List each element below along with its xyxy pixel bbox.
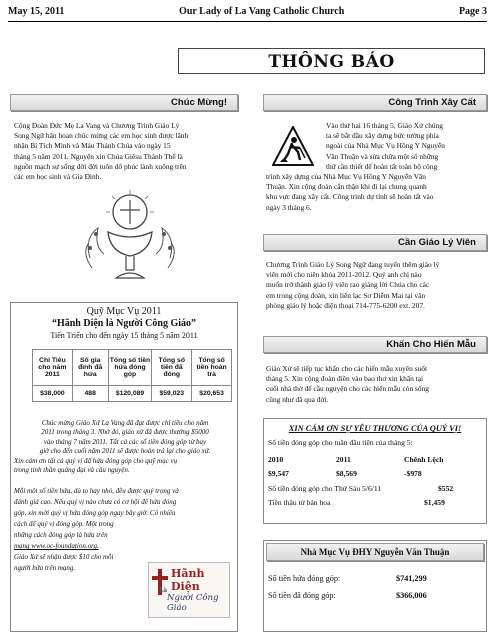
- congrats-line: tháng 5 năm 2011. Nguyện xin Chúa Giêsu Thánh Thể là: [14, 151, 183, 161]
- fund-note-line: Chúc mừng Giáo Xứ La Vang đã đạt được chỉ tiêu cho năm: [41, 419, 209, 427]
- fund-header-cell: Tổng số tiền đã đóng: [152, 350, 192, 386]
- fund-note-line: 2011 trong tháng 3. Nhờ đó, giáo xứ đã được thưởng $5000: [41, 428, 209, 437]
- fund-note-line: trong tinh thần quảng đại và cầu nguyện.: [14, 466, 130, 475]
- thanks-title: XIN CÁM ƠN SỰ YÊU THƯƠNG CỦA QUÝ VỊ!: [288, 424, 462, 433]
- page-header: [8, 6, 487, 22]
- pledged-label: Số tiền hứa đóng góp:: [268, 574, 341, 583]
- fund-stats-table: [32, 349, 232, 402]
- pastoral-center-heading: Nhà Mục Vụ ĐHY Nguyễn Văn Thuận: [266, 543, 484, 561]
- fund-header-cell: Tổng số tiền hứa đóng góp: [108, 350, 152, 386]
- friday-row: [268, 484, 478, 493]
- issue-date: May 15, 2011: [8, 6, 65, 17]
- construction-worker-icon: [272, 126, 314, 166]
- fund-note-line: Xin cám ơn tất cả quý vị đã hứa đóng góp cho quỹ mục vụ: [14, 457, 178, 465]
- friday-label: Số tiền đóng góp cho Thứ Sáu 5/6/11: [268, 484, 382, 493]
- fund-note-line: đánh giá cao. Nếu quý vị nào chưa có cơ hội để hứa đóng: [14, 498, 177, 506]
- congrats-line: Song Ngữ hân hoan chúc mừng các em học sinh được lãnh: [14, 131, 189, 141]
- fund-value-cell: $120,089: [108, 386, 152, 402]
- paid-value: $366,006: [396, 591, 427, 600]
- flower-sales-value: $1,459: [424, 498, 445, 507]
- year-2010-label: 2010: [268, 455, 284, 464]
- congrats-line: nhận Bí Tích Mình và Máu Thánh Chúa vào ngày 15: [14, 141, 171, 151]
- paid-row: [268, 591, 478, 600]
- paid-label: Số tiền đã đóng góp:: [268, 591, 336, 600]
- thanks-intro: Số tiền đóng góp cho tuần đầu tiên của tháng 5:: [268, 438, 413, 447]
- fund-notes-3: [14, 486, 236, 574]
- fund-note-line: Giáo Xứ sẽ nhận được $10 cho mỗi: [14, 553, 114, 561]
- banner-title: THÔNG BÁO: [268, 52, 395, 72]
- construction-line: Thuận. Xin cộng đoàn cẩn thận khi đi lại chung quanh: [266, 182, 427, 192]
- blood-line: cũng như đã qua đời.: [266, 394, 329, 404]
- congrats-line: nguồn mạch sự sống đời đời tuôn đổ phúc lành xuống trên: [14, 161, 187, 171]
- congrats-line: Cộng Đoàn Đức Mẹ La Vang và Chương Trình Giáo Lý: [14, 121, 180, 130]
- fund-note-line: Mỗi một số tiền hứa, dù to hay nhỏ, đều được quý trọng và: [14, 487, 179, 495]
- fund-header-cell: Chỉ Tiêu cho năm 2011: [33, 350, 73, 386]
- catechist-line: Chương Trình Giáo Lý Song Ngữ đang tuyển thêm giáo lý: [266, 260, 440, 269]
- blood-donation-heading: Khấn Cho Hiến Mẫu: [263, 336, 487, 353]
- flower-sales-label: Tiền thâu từ bán hoa: [268, 498, 331, 507]
- congrats-line: các em học sinh và Gia Đình.: [14, 172, 102, 182]
- logo-line1: Hãnh Diện: [171, 567, 205, 593]
- construction-line: ta sẽ bắt đầu xây dựng bức tường phía: [326, 131, 439, 141]
- construction-line: trình xây dựng của Nhà Mục Vụ Hồng Y Nguyễn Văn: [266, 172, 427, 181]
- logo-tag: Là: [159, 587, 168, 594]
- blood-donation-text: [266, 364, 486, 405]
- construction-line: ngày 3 tháng 6.: [266, 202, 312, 212]
- construction-line: Vào thứ hai 16 tháng 5, Giáo Xứ chúng: [326, 121, 444, 130]
- proud-catholic-logo: [148, 562, 230, 618]
- year-2010-value: $9,547: [268, 469, 289, 478]
- blood-line: Giáo Xứ sẽ tiếp tục khấn cho các hiến mẫu xuyên suốt: [266, 364, 428, 373]
- fund-note-line: góp, xin mời quý vị hứa đóng góp ngay bây giờ. Có nhiều: [14, 509, 176, 517]
- fund-note-line: cách để quý vị đóng góp. Một trong: [14, 520, 114, 528]
- year-2011-value: $8,569: [336, 469, 357, 478]
- fund-value-cell: $59,023: [152, 386, 192, 402]
- difference-label: Chênh Lệch: [404, 455, 444, 464]
- fund-header-cell: Số gia đình đã hứa: [72, 350, 108, 386]
- pledged-row: [268, 574, 478, 583]
- fund-note-line: mạng www.oc-foundation.org.: [14, 542, 99, 550]
- fund-note-line: người hứa trên mạng.: [14, 564, 76, 572]
- thanks-year-values: [268, 469, 478, 478]
- construction-line: khu vực đang xây cất. Công trình dự tính sẽ hoàn tất vào: [266, 192, 434, 202]
- fund-value-cell: 488: [72, 386, 108, 402]
- construction-line: Văn Thuận và sửa chữa một số những: [326, 151, 439, 161]
- catechist-line: phòng giáo lý hoặc điện thoại 714-775-6200 ext. 207.: [266, 300, 425, 310]
- fund-header-cell: Tổng số tiền hoàn trả: [192, 350, 232, 386]
- fund-notes-1: [16, 419, 234, 457]
- catechist-text: [266, 260, 486, 311]
- fund-note-line: những cách đóng góp là hứa trên: [14, 531, 108, 539]
- friday-value: $552: [438, 484, 454, 493]
- announcements-banner: [178, 48, 485, 74]
- construction-line: thứ cần thiết để hoàn tất toàn bộ công: [326, 161, 438, 171]
- fund-title: Quỹ Mục Vụ 2011: [86, 306, 162, 317]
- year-2011-label: 2011: [336, 455, 351, 464]
- pledged-value: $741,299: [396, 574, 427, 583]
- catechist-line: em trong cộng đoàn, xin liên lạc Sơ Diễm Mai tại văn: [266, 290, 426, 300]
- catechist-line: viên mới cho niên khóa 2011-2012. Quý anh chị nào: [266, 270, 422, 280]
- construction-heading: Công Trình Xây Cất: [263, 94, 487, 111]
- congrats-text: [14, 121, 242, 182]
- construction-line: ngoài của Nhà Mục Vụ Hồng Y Nguyễn: [326, 141, 445, 151]
- fund-subtitle: “Hãnh Diện là Người Công Giáo”: [51, 318, 197, 329]
- fund-value-cell: $38,000: [33, 386, 73, 402]
- catechist-line: muốn trở thành giáo lý viên rao giảng lời Chúa cho các: [266, 280, 430, 290]
- fund-note-line: giờ cho đến cuối năm 2011 sẽ được hoàn trả lại cho giáo xứ.: [39, 447, 211, 456]
- communion-chalice-icon: [70, 188, 190, 293]
- fund-note-line: vào tháng 7 năm 2011. Tất cả các số tiền đóng góp từ bay: [43, 437, 207, 446]
- blood-line: cuối nhà thờ để cầu nguyện cho các hiến mẫu còn sống: [266, 384, 429, 394]
- construction-text-bottom: [266, 172, 486, 213]
- catechist-heading: Cần Giáo Lý Viên: [263, 234, 487, 251]
- blood-line: tháng 5. Xin cộng đoàn điền vào bao thơ xin khấn tại: [266, 374, 424, 384]
- flower-sales-row: [268, 498, 480, 507]
- fund-value-cell: $20,653: [192, 386, 232, 402]
- church-name: Our Lady of La Vang Catholic Church: [179, 6, 345, 17]
- fund-notes-2: [14, 457, 236, 476]
- thanks-year-headers: [268, 455, 478, 464]
- page-number: Page 3: [458, 6, 487, 17]
- difference-value: -$978: [404, 469, 422, 478]
- congrats-heading: Chúc Mừng!: [10, 94, 238, 111]
- logo-line2: Người Công Giáo: [167, 593, 219, 613]
- construction-text-top: [326, 121, 484, 172]
- fund-progress-date: Tiến Triển cho đến ngày 15 tháng 5 năm 2011: [50, 331, 198, 340]
